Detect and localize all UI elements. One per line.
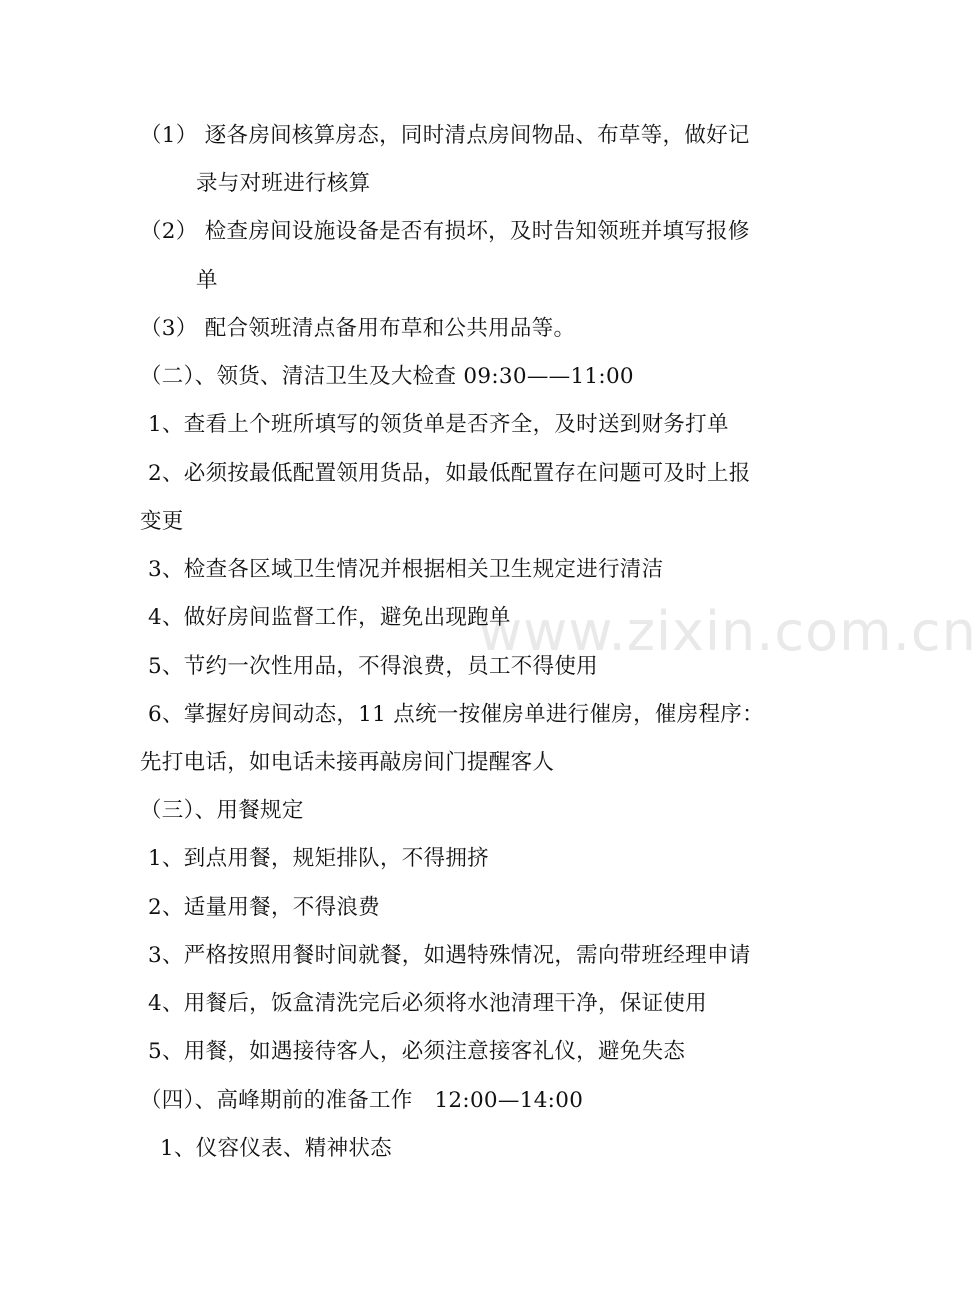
section-3-item-4: 4、用餐后，饭盒清洗完后必须将水池清理干净，保证使用	[148, 991, 707, 1016]
section-3-item-5: 5、用餐，如遇接待客人，必须注意接客礼仪，避免失态	[148, 1039, 686, 1064]
item-1-line-2: 录与对班进行核算	[196, 171, 371, 196]
section-4-heading: （四）、高峰期前的准备工作 12:00—14:00	[140, 1088, 584, 1113]
section-3-item-3: 3、严格按照用餐时间就餐，如遇特殊情况，需向带班经理申请	[148, 943, 751, 968]
item-2-line-1: （2） 检查房间设施设备是否有损坏，及时告知领班并填写报修	[140, 219, 750, 244]
section-2-item-4: 4、做好房间监督工作，避免出现跑单	[148, 605, 511, 630]
section-2-item-5: 5、节约一次性用品，不得浪费，员工不得使用	[148, 654, 598, 679]
item-3-line: （3） 配合领班清点备用布草和公共用品等。	[140, 316, 576, 341]
section-2-item-6-line-2: 先打电话，如电话未接再敲房间门提醒客人	[140, 750, 555, 775]
watermark: www.zixin.com.cn	[478, 600, 977, 663]
section-2-item-6-line-1: 6、掌握好房间动态，11 点统一按催房单进行催房，催房程序：	[148, 702, 764, 727]
item-1-line-1: （1） 逐各房间核算房态，同时清点房间物品、布草等，做好记	[140, 123, 750, 148]
section-2-item-1: 1、查看上个班所填写的领货单是否齐全，及时送到财务打单	[148, 412, 729, 437]
item-2-line-2: 单	[196, 268, 218, 293]
section-2-item-2-line-2: 变更	[140, 509, 184, 534]
section-3-heading: （三）、用餐规定	[140, 798, 304, 823]
section-2-item-2-line-1: 2、必须按最低配置领用货品，如最低配置存在问题可及时上报	[148, 461, 751, 486]
section-2-item-3: 3、检查各区域卫生情况并根据相关卫生规定进行清洁	[148, 557, 664, 582]
section-3-item-2: 2、适量用餐，不得浪费	[148, 895, 380, 920]
section-2-heading: （二）、领货、清洁卫生及大检查 09:30——11:00	[140, 364, 634, 389]
section-3-item-1: 1、到点用餐，规矩排队，不得拥挤	[148, 846, 489, 871]
section-4-item-1: 1、仪容仪表、精神状态	[160, 1136, 392, 1161]
